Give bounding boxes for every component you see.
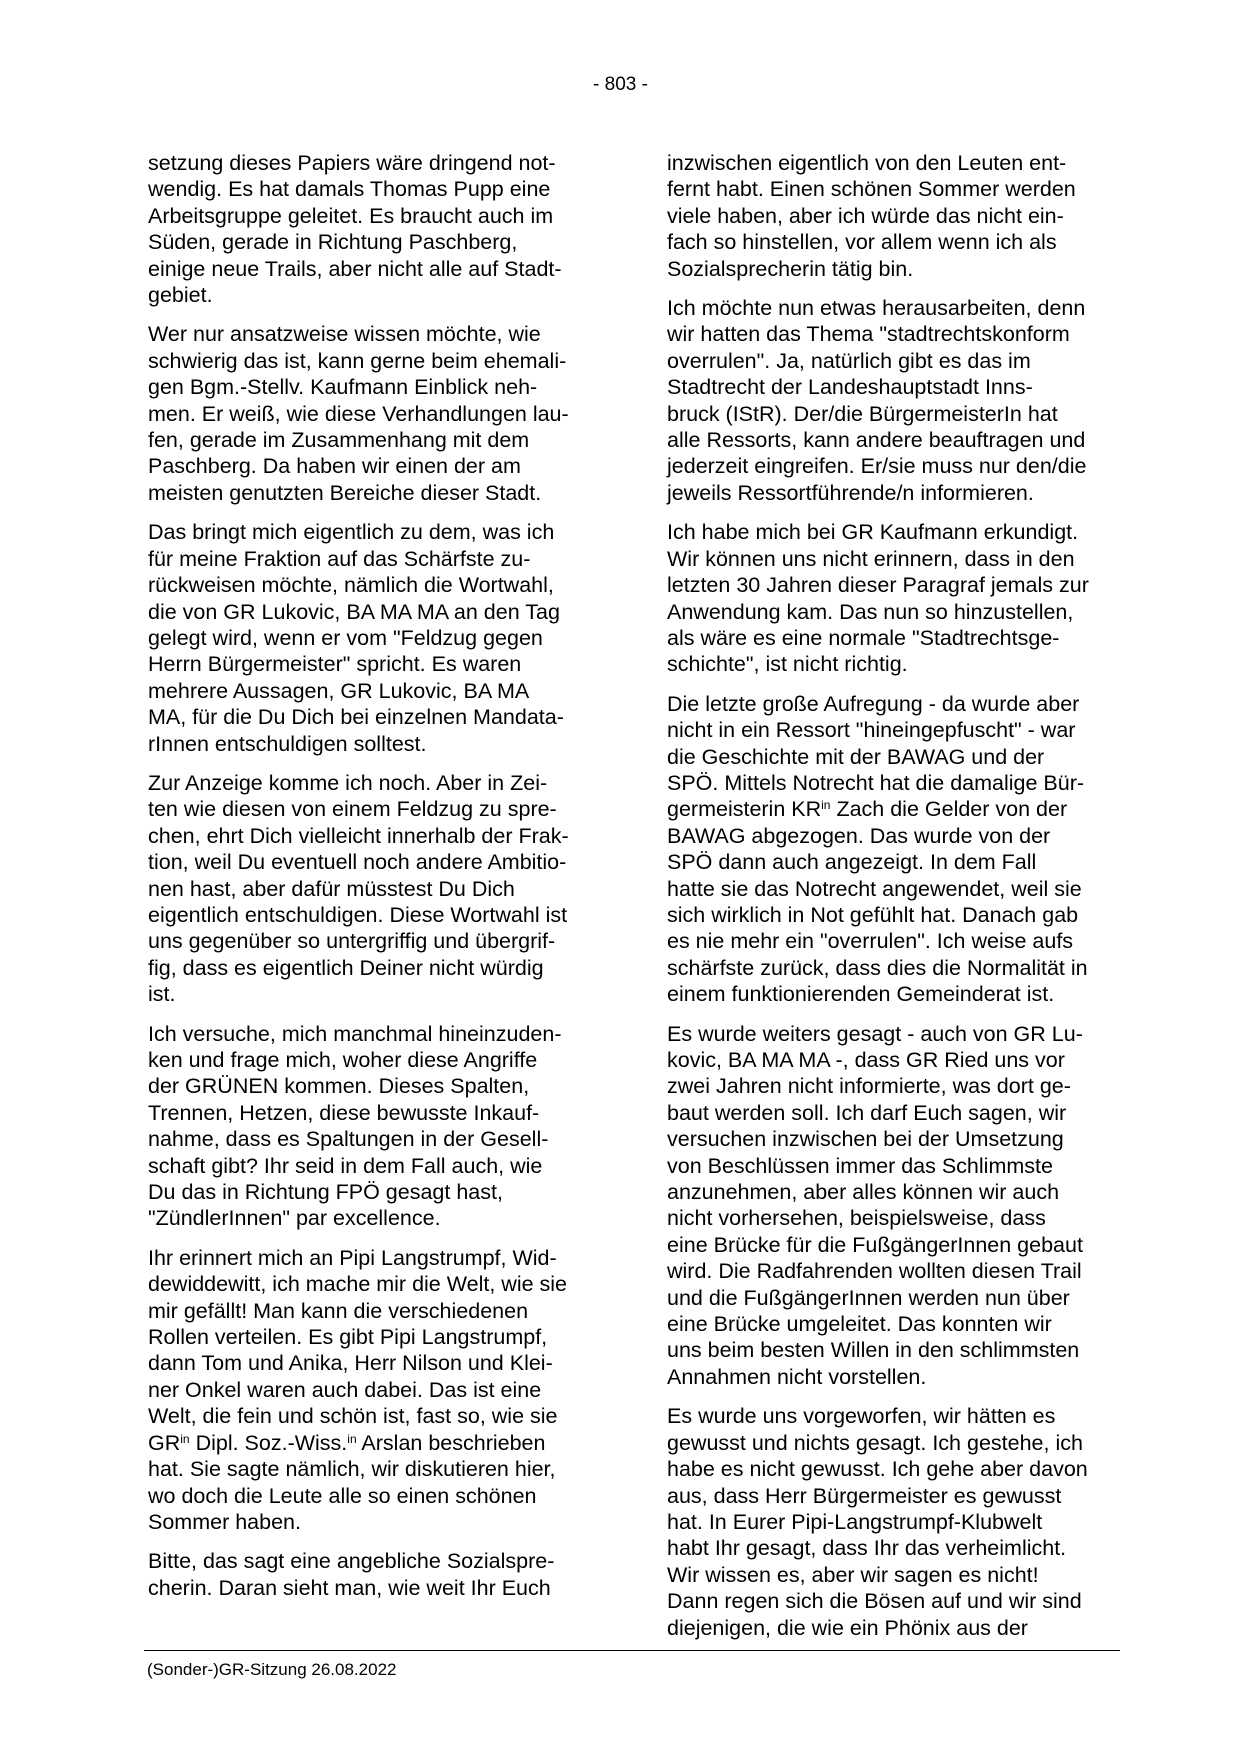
text-line: Annahmen nicht vorstellen. (667, 1364, 927, 1389)
text-line: nicht in ein Ressort "hineingepfuscht" - war (667, 718, 1076, 743)
text-line: die von GR Lukovic, BA MA MA an den Tag (148, 599, 560, 624)
text-line: MA, für die Du Dich bei einzelnen Mandata- (148, 705, 564, 730)
text-line: eine Brücke für die FußgängerInnen gebaut (667, 1232, 1083, 1257)
text-line: tion, weil Du eventuell noch andere Ambitio- (148, 850, 567, 875)
right-text-column (667, 150, 1120, 1654)
paragraph (148, 770, 601, 1008)
text-line: Die letzte große Aufregung - da wurde aber (667, 691, 1080, 716)
text-line: SPÖ dann auch angezeigt. In dem Fall (667, 850, 1037, 875)
paragraph (148, 1548, 601, 1601)
text-line: Wir können uns nicht erinnern, dass in den (667, 546, 1075, 571)
text-line: Das bringt mich eigentlich zu dem, was ich (148, 520, 555, 545)
text-line: Wir wissen es, aber wir sagen es nicht! (667, 1562, 1039, 1587)
text-line: uns beim besten Willen in den schlimmsten (667, 1338, 1080, 1363)
text-line: Anwendung kam. Das nun so hinzustellen, (667, 599, 1074, 624)
text-line: schichte", ist nicht richtig. (667, 652, 908, 677)
paragraph (148, 1021, 601, 1232)
text-line: Dann regen sich die Bösen auf und wir sind (667, 1589, 1082, 1614)
paragraph (148, 1245, 601, 1535)
text-line: ten wie diesen von einem Feldzug zu spre- (148, 797, 557, 822)
text-line: cherin. Daran sieht man, wie weit Ihr Euch (148, 1575, 551, 1600)
text-line: mir gefällt! Man kann die verschiedenen (148, 1298, 529, 1323)
text-line: SPÖ. Mittels Notrecht hat die damalige Bür- (667, 770, 1085, 795)
paragraph (667, 295, 1120, 506)
text-line: bruck (IStR). Der/die BürgermeisterIn hat (667, 401, 1058, 426)
paragraph (148, 321, 601, 506)
text-line: fen, gerade im Zusammenhang mit dem (148, 428, 530, 453)
text-line: gewusst und nichts gesagt. Ich gestehe, ich (667, 1430, 1083, 1455)
text-line: Arbeitsgruppe geleitet. Es braucht auch im (148, 203, 554, 228)
text-line: viele haben, aber ich würde das nicht ein- (667, 203, 1064, 228)
text-line: Sommer haben. (148, 1509, 301, 1534)
text-line: Bitte, das sagt eine angebliche Sozialspre- (148, 1549, 555, 1574)
text-line: nahme, dass es Spaltungen in der Gesell- (148, 1127, 549, 1152)
text-line: Ich habe mich bei GR Kaufmann erkundigt. (667, 520, 1079, 545)
text-line: als wäre es eine normale "Stadtrechtsge- (667, 625, 1060, 650)
text-line: habt Ihr gesagt, dass Ihr das verheimlicht. (667, 1536, 1067, 1561)
text-line: uns gegenüber so untergriffig und übergrif- (148, 929, 556, 954)
text-line: schaft gibt? Ihr seid in dem Fall auch, wie (148, 1153, 543, 1178)
paragraph (667, 691, 1120, 1008)
text-line: chen, ehrt Dich vielleicht innerhalb der Frak- (148, 823, 569, 848)
text-line: Ich möchte nun etwas herausarbeiten, denn (667, 296, 1086, 321)
paragraph (148, 150, 601, 308)
text-line: Zur Anzeige komme ich noch. Aber in Zei- (148, 770, 548, 795)
left-text-column (148, 150, 601, 1614)
text-line: und die FußgängerInnen werden nun über (667, 1285, 1070, 1310)
text-line: anzunehmen, aber alles können wir auch (667, 1180, 1060, 1205)
text-line: jeweils Ressortführende/n informieren. (667, 480, 1034, 505)
text-line: versuchen inzwischen bei der Umsetzung (667, 1127, 1064, 1152)
text-line: der GRÜNEN kommen. Dieses Spalten, (148, 1074, 530, 1099)
text-line: ken und frage mich, woher diese Angriffe (148, 1048, 538, 1072)
text-line: es nie mehr ein "overrulen". Ich weise aufs (667, 929, 1074, 954)
text-line: $GR^{in}$ Dipl. Soz.-Wiss.$^{in}$ Arslan beschrieben (148, 1430, 546, 1455)
text-line: BAWAG abgezogen. Das wurde von der (667, 823, 1051, 848)
text-line: schärfste zurück, dass dies die Normalität in (667, 955, 1088, 980)
text-line: einige neue Trails, aber nicht alle auf Stadt- (148, 256, 562, 281)
text-line: wendig. Es hat damals Thomas Pupp eine (148, 177, 551, 202)
text-line: wo doch die Leute alle so einen schönen (148, 1483, 537, 1508)
text-line: Es wurde weiters gesagt - auch von GR Lu- (667, 1021, 1083, 1046)
text-line: men. Er weiß, wie diese Verhandlungen lau- (148, 401, 569, 426)
text-line: Rollen verteilen. Es gibt Pipi Langstrumpf, (148, 1325, 548, 1350)
page-number: - 803 - (593, 74, 648, 95)
text-line: zwei Jahren nicht informierte, was dort ge- (667, 1074, 1071, 1099)
text-line: hatte sie das Notrecht angewendet, weil sie (667, 876, 1082, 901)
text-line: dewiddewitt, ich mache mir die Welt, wie sie (148, 1272, 568, 1297)
text-line: ner Onkel waren auch dabei. Das ist eine (148, 1377, 542, 1402)
text-line: Wer nur ansatzweise wissen möchte, wie (148, 322, 541, 347)
text-line: "ZündlerInnen" par excellence. (148, 1206, 441, 1231)
text-line: hat. In Eurer Pipi-Langstrumpf-Klubwelt (667, 1509, 1043, 1534)
text-line: Welt, die fein und schön ist, fast so, wie sie (148, 1404, 558, 1429)
text-line: Herrn Bürgermeister" spricht. Es waren (148, 652, 522, 677)
text-line: setzung dieses Papiers wäre dringend not- (148, 151, 556, 175)
text-line: baut werden soll. Ich darf Euch sagen, wir (667, 1100, 1067, 1125)
text-line: mehrere Aussagen, GR Lukovic, BA MA (148, 678, 530, 703)
text-line: wird. Die Radfahrenden wollten diesen Trail (667, 1259, 1082, 1284)
text-line: Es wurde uns vorgeworfen, wir hätten es (667, 1404, 1056, 1429)
text-line: eigentlich entschuldigen. Diese Wortwahl ist (148, 902, 568, 927)
text-line: Trennen, Hetzen, diese bewusste Inkauf- (148, 1100, 540, 1125)
text-line: letzten 30 Jahren dieser Paragraf jemals zur (667, 573, 1089, 598)
text-line: einem funktionierenden Gemeinderat ist. (667, 982, 1055, 1007)
text-line: schwierig das ist, kann gerne beim ehemali- (148, 348, 567, 373)
text-line: overrulen". Ja, natürlich gibt es das im (667, 348, 1031, 373)
text-line: rInnen entschuldigen solltest. (148, 731, 427, 756)
text-line: diejenigen, die wie ein Phönix aus der (667, 1615, 1028, 1640)
text-line: Ihr erinnert mich an Pipi Langstrumpf, Wid- (148, 1245, 557, 1270)
footer-session-label: (Sonder-)GR-Sitzung 26.08.2022 (147, 1660, 397, 1679)
text-line: inzwischen eigentlich von den Leuten ent- (667, 151, 1067, 175)
text-line: alle Ressorts, kann andere beauftragen und (667, 428, 1086, 453)
text-line: für meine Fraktion auf das Schärfste zu- (148, 546, 531, 571)
text-line: fig, dass es eigentlich Deiner nicht würdig (148, 955, 544, 980)
footer-divider (144, 1650, 1120, 1651)
text-line: die Geschichte mit der BAWAG und der (667, 744, 1045, 769)
paragraph (667, 1403, 1120, 1641)
text-line: Du das in Richtung FPÖ gesagt hast, (148, 1180, 503, 1205)
text-line: Ich versuche, mich manchmal hineinzuden- (148, 1021, 562, 1046)
paragraph (667, 1021, 1120, 1391)
text-line: hat. Sie sagte nämlich, wir diskutieren hier, (148, 1457, 556, 1482)
text-line: gen Bgm.-Stellv. Kaufmann Einblick neh- (148, 375, 538, 400)
text-line: aus, dass Herr Bürgermeister es gewusst (667, 1483, 1062, 1508)
text-line: gelegt wird, wenn er vom "Feldzug gegen (148, 625, 543, 650)
text-line: nen hast, aber dafür müsstest Du Dich (148, 876, 515, 901)
text-line: nicht vorhersehen, beispielsweise, dass (667, 1206, 1046, 1231)
text-line: dann Tom und Anika, Herr Nilson und Klei- (148, 1351, 553, 1376)
text-line: fach so hinstellen, vor allem wenn ich als (667, 230, 1057, 255)
text-line: gebiet. (148, 283, 213, 308)
text-line: sich wirklich in Not gefühlt hat. Danach gab (667, 902, 1079, 927)
text-line: germeisterin $KR^{in}$ Zach die Gelder von der (667, 797, 1068, 822)
text-line: jederzeit eingreifen. Er/sie muss nur den/die (667, 454, 1087, 479)
paragraph (148, 519, 601, 757)
text-line: meisten genutzten Bereiche dieser Stadt. (148, 480, 542, 505)
text-line: ist. (148, 982, 176, 1007)
paragraph (667, 519, 1120, 677)
text-line: rückweisen möchte, nämlich die Wortwahl, (148, 573, 554, 598)
text-line: von Beschlüssen immer das Schlimmste (667, 1153, 1053, 1178)
text-line: kovic, BA MA MA -, dass GR Ried uns vor (667, 1048, 1065, 1072)
text-line: eine Brücke umgeleitet. Das konnten wir (667, 1312, 1052, 1337)
paragraph (667, 150, 1120, 282)
text-line: wir hatten das Thema "stadtrechtskonform (667, 322, 1070, 347)
text-line: Sozialsprecherin tätig bin. (667, 256, 914, 281)
text-line: Süden, gerade in Richtung Paschberg, (148, 230, 518, 255)
text-line: habe es nicht gewusst. Ich gehe aber davon (667, 1457, 1088, 1482)
text-line: Stadtrecht der Landeshauptstadt Inns- (667, 375, 1033, 400)
text-line: fernt habt. Einen schönen Sommer werden (667, 177, 1076, 202)
text-line: Paschberg. Da haben wir einen der am (148, 454, 521, 479)
